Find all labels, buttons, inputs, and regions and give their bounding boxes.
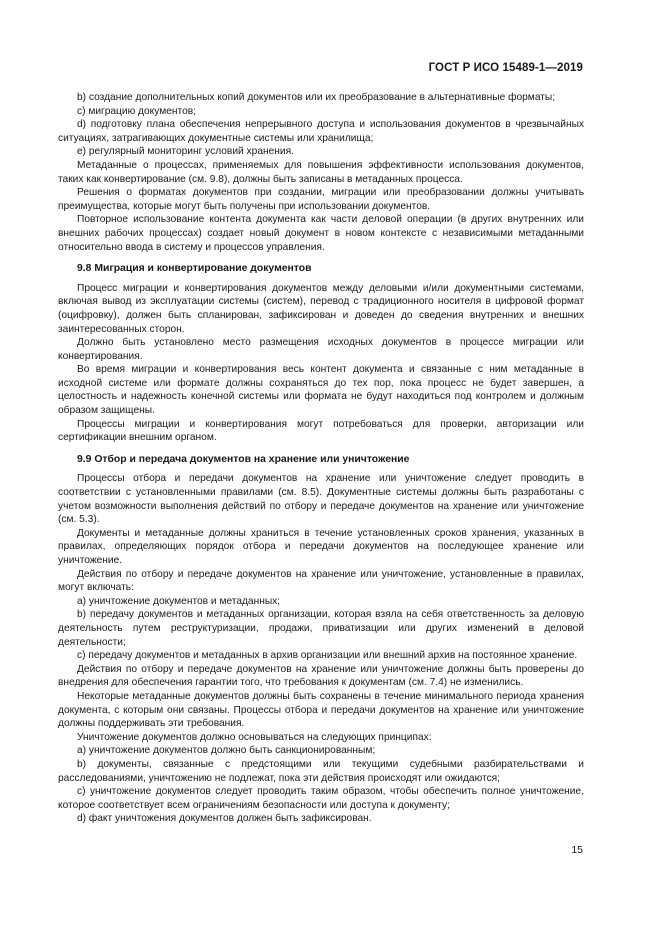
document-header: ГОСТ Р ИСО 15489-1—2019 [428, 62, 583, 74]
page-number: 15 [571, 844, 583, 856]
list-item-a: a) уничтожение документов должно быть санкционированным; [77, 745, 376, 757]
list-item-d: d) подготовку плана обеспечения непрерывного доступа и использования документов в чрезвычайных ситуациях, затрагивающих документные системы или хранилища; [58, 119, 584, 144]
paragraph: Документы и метаданные должны храниться в течение установленных сроков хранения, указанных в правилах, определяющих порядок отбора и передачи документов на последующее хранение или уничтожение. [58, 527, 584, 566]
paragraph: Уничтожение документов должно основываться на следующих принципах: [77, 731, 432, 743]
paragraph: Повторное использование контента документа как части деловой операции (в других внутренних или внешних рабочих процессах) создает новый документ в новом контексте с независимыми метаданными относительно ввода в систему и процессов управления. [58, 214, 584, 253]
list-item-b: b) передачу документов и метаданных организации, которая взяла на себя ответственность за деловую деятельность путем реструктуризации, продажи, приватизации или других изменений в деловой деятельности; [58, 609, 584, 648]
paragraph: Метаданные о процессах, применяемых для повышения эффективности использования документов, таких как конвертирование (см. 9.8), должны быть записаны в метаданных процесса. [58, 159, 584, 185]
paragraph: Должно быть установлено место размещения исходных документов в процессе миграции или конвертирования. [58, 337, 584, 362]
list-item-c: c) уничтожение документов следует проводить таким образом, чтобы обеспечить полное уничтожение, которое соответствует всем ограничениям безопасности или доступа к документу; [58, 786, 584, 811]
list-item-c: c) миграцию документов; [77, 105, 196, 117]
paragraph: Действия по отбору и передаче документов на хранение или уничтожение должны быть проверены до внедрения для обеспечения гарантии того, что требования к документам (см. 7.4) не изменились. [58, 663, 584, 689]
list-item-b: b) документы, связанные с предстоящими или текущими судебными разбирательствами и расследованиями, уничтожению не подлежат, пока эти действия происходят или ожидаются; [58, 758, 584, 784]
paragraph: Процессы отбора и передачи документов на хранение или уничтожение следует проводить в соответствии с установленными правилами (см. 8.5). Документные системы должны быть разработаны с учетом возможности выполнения действий по отбору и передаче документов на хранение или уничтожение (см. 5.3). [58, 473, 584, 526]
document-body [58, 91, 584, 826]
section-heading-9-9: 9.9 Отбор и передача документов на хранение или уничтожение [77, 453, 410, 465]
paragraph: Процессы миграции и конвертирования могут потребоваться для проверки, авторизации или сертификации внешним органом. [58, 418, 584, 444]
section-heading-9-8: 9.8 Миграция и конвертирование документов [77, 263, 312, 275]
list-item-b: b) создание дополнительных копий документов или их преобразование в альтернативные форматы; [77, 92, 556, 103]
list-item-a: a) уничтожение документов и метаданных; [77, 595, 281, 607]
list-item-d: d) факт уничтожения документов должен быть зафиксирован. [77, 813, 372, 825]
list-item-c: c) передачу документов и метаданных в архив организации или внешний архив на постоянное хранение. [77, 650, 578, 662]
paragraph: Некоторые метаданные документов должны быть сохранены в течение минимального периода хранения документа, с которым они связаны. Процессы отбора и передачи документов на хранение или уничтожение должны поддерживать эти требования. [58, 690, 584, 730]
paragraph: Процесс миграции и конвертирования документов между деловыми и/или документными системами, включая вывод из эксплуатации системы (систем), перевод с традиционного носителя в цифровой формат (оцифровку), должен быть спланирован, зафиксирован и доведен до сведения внутренних и внешних заинтересованных сторон. [58, 282, 584, 335]
paragraph: Решения о форматах документов при создании, миграции или преобразовании должны учитывать преимущества, которые могут быть получены при использовании документов. [58, 187, 584, 212]
list-item-e: e) регулярный мониторинг условий хранения. [77, 146, 294, 158]
paragraph: Действия по отбору и передаче документов на хранение или уничтожение, установленные в правилах, могут включать: [58, 568, 584, 594]
paragraph: Во время миграции и конвертирования весь контент документа и связанные с ним метаданные в исходной системе или формате должны сохраняться до тех пор, пока процесс не будет завершен, а целостность и надежность конечной системы или формата не будут находиться под контролем и должным образом защищены. [58, 364, 584, 417]
